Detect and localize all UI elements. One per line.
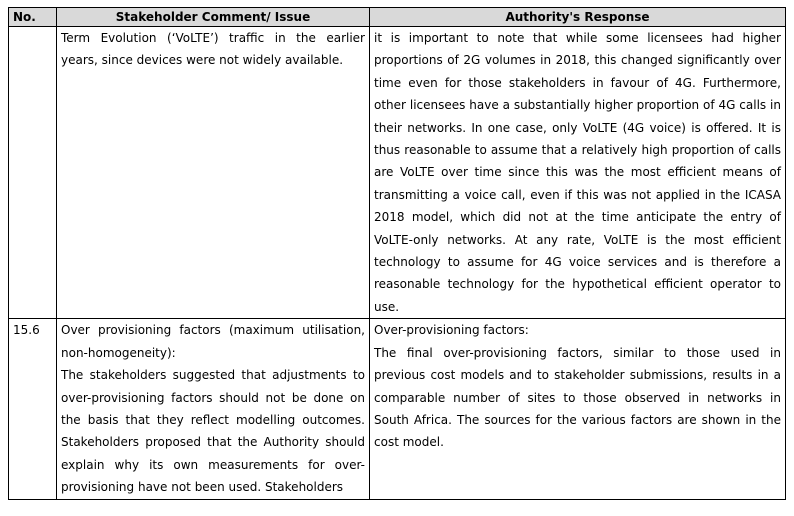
authority-response: it is important to note that while some licensees had higher proportions of 2G volumes in 2018, this changed significantly over time even for those stakeholders in favour of 4G. Furthermore, other licensees have a substantially higher proportion of 4G calls in their networks. In one case, only VoLTE (4G voice) is offered. It is thus reasonable to assume that a relatively high proportion of calls are VoLTE over time since this was the most efficient means of transmitting a voice call, even if this was not applied in the ICASA 2018 model, which did not at the time anticipate the entry of VoLTE-only networks. At any rate, VoLTE is the most efficient technology to assume for 4G voice services and is therefore a reasonable technology for the hypothetical efficient operator to use. bbox=[370, 27, 786, 319]
table-row bbox=[9, 319, 786, 500]
header-response: Authority's Response bbox=[370, 8, 786, 27]
header-no: No. bbox=[9, 8, 57, 27]
header-row bbox=[9, 8, 786, 27]
stakeholder-comment bbox=[57, 319, 370, 500]
authority-response bbox=[370, 319, 786, 500]
row-number: 15.6 bbox=[9, 319, 57, 500]
document-page bbox=[8, 7, 786, 500]
header-comment: Stakeholder Comment/ Issue bbox=[57, 8, 370, 27]
stakeholder-comment: Term Evolution (‘VoLTE’) traffic in the earlier years, since devices were not widely available. bbox=[57, 27, 370, 319]
comment-body: The stakeholders suggested that adjustments to over-provisioning factors should not be done on the basis that they reflect modelling outcomes. Stakeholders proposed that the Authority should explain why its own measurements for over-provisioning have not been used. Stakeholders bbox=[61, 368, 365, 495]
table-row bbox=[9, 27, 786, 319]
row-number bbox=[9, 27, 57, 319]
comments-table bbox=[8, 7, 786, 500]
comment-heading: Over provisioning factors (maximum utilisation, non-homogeneity): bbox=[61, 323, 365, 360]
response-body: The final over-provisioning factors, similar to those used in previous cost models and to stakeholder submissions, results in a comparable number of sites to those observed in networks in South Africa. The sources for the various factors are shown in the cost model. bbox=[374, 345, 781, 450]
response-heading: Over-provisioning factors: bbox=[374, 323, 529, 338]
